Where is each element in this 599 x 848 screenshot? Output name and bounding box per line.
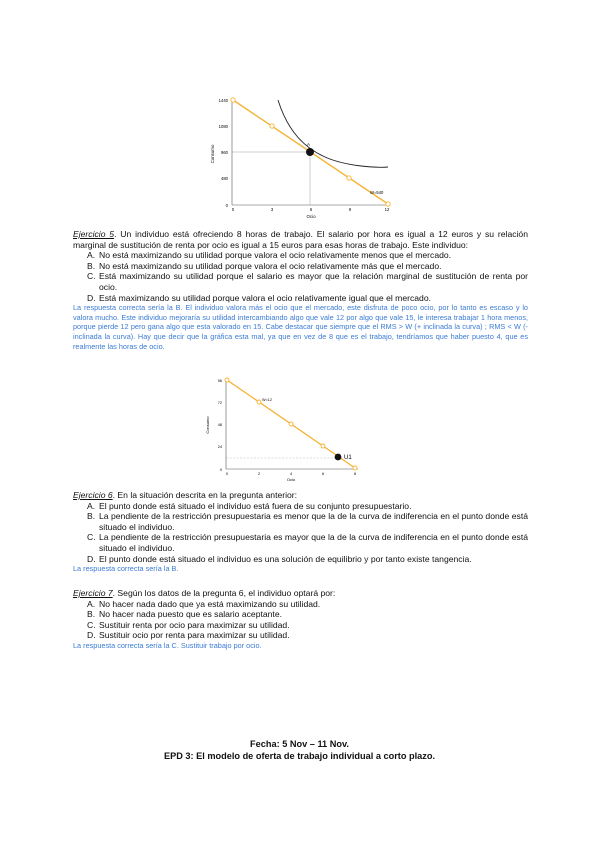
fig2-budget-point [257,400,261,404]
fig2-xtick: 6 [321,472,325,476]
exercise-5-answer: La respuesta correcta sería la B. El individuo valora más el ocio que el mercado, este disfruta de poco ocio, por lo tanto es escaso y lo valora mucho. Este individuo mejoraría su utilidad intercambiando algo que vale 12 por algo que vale 15, le interesa trabajar 1 hora menos, porque pierde 12 pero gana algo que esta valorado en 15. Cabe destacar que siempre que el RMS > W (+ inclinada la curva) ; RMS < W (- inclinada la curva). Hay que decir que la gráfica esta mal, ya que en vez de 8 que es el trabajo, tendríamos que haber puesto 4, que es realmente las horas de ocio. [73,303,528,351]
fig1-ytick: 0 [225,203,228,208]
exercise-6-title: Ejercicio 6 [73,490,113,500]
figure-2-chart [198,375,368,485]
exercise-5-option-c: C. Está maximizando su utilidad porque el salario es mayor que la relación marginal de sustitución de renta por ocio. [87,271,528,292]
fig1-xtick: 6 [309,207,313,212]
exercise-7-title: Ejercicio 7 [73,588,113,598]
fig1-budget-point [347,176,351,180]
exercise-7-text: . Según los datos de la pregunta 6, el individuo optará por: [112,588,336,598]
fig2-xtick: 4 [289,472,293,476]
fig1-ytick: 480 [221,176,228,181]
exercise-5-title: Ejercicio 5 [73,229,115,239]
exercise-7 [73,588,528,651]
exercise-6-option-a: A. El punto donde está situado el individuo está fuera de su conjunto presupuestario. [87,500,412,511]
fig1-xtick: 12 [384,207,390,212]
fig2-xtick: 0 [225,472,229,476]
exercise-6-text: . En la situación descrita en la pregunta anterior: [112,490,298,500]
exercise-7-stem [73,588,528,599]
fig1-point-label: A [307,142,310,147]
fig1-budget-point [386,202,390,206]
footer-title: EPD 3: El modelo de oferta de trabajo individual a corto plazo. [163,751,436,761]
fig2-point [335,454,342,461]
exercise-7-option-c: C. Sustituir renta por ocio para maximizar su utilidad. [87,619,290,630]
exercise-5-option-d: D. Está maximizando su utilidad porque valora el ocio relativamente igual que el mercado. [87,292,431,303]
exercise-5-stem [73,229,528,250]
fig2-line-label: W=12 [262,398,273,402]
fig2-xtick: 2 [257,472,261,476]
footer-date: Fecha: 5 Nov – 11 Nov. [250,739,349,749]
fig1-point-a [306,148,314,156]
fig1-budget-point [231,98,235,102]
exercise-5-option-a: A. No está maximizando su utilidad porque valora el ocio relativamente menos que el mercado. [87,250,452,261]
exercise-7-answer: La respuesta correcta sería la C. Sustituir trabajo por ocio. [73,640,262,650]
fig1-line-label: W=540 [370,190,384,195]
fig2-ytick: 0 [219,468,222,472]
exercise-5-option-b: B. No está maximizando su utilidad porque valora el ocio relativamente más que el mercado. [87,260,442,271]
fig2-budget-point [289,422,293,426]
fig1-xtick: 0 [231,207,235,212]
exercise-6-option-c: C. La pendiente de la restricción presupuestaria es mayor que la de la curva de indiferencia en el punto donde está situado el individuo. [87,532,528,553]
fig2-budget-point [321,444,325,448]
fig2-xlabel: Ocio [286,477,296,482]
exercise-6-answer: La respuesta correcta sería la B. [73,564,179,574]
exercise-7-option-b: B. No hacer nada puesto que es salario aceptante. [87,609,282,620]
exercise-5 [73,229,528,351]
exercise-6-stem [73,490,528,501]
fig2-ytick: 24 [217,445,222,449]
fig2-budget-point [225,378,229,382]
fig2-ytick: 72 [217,401,222,405]
exercise-7-option-d: D. Sustituir ocio por renta para maximizar su utilidad. [87,630,290,641]
exercise-6-option-d: D. El punto donde está situado el individuo es una solución de equilibrio y por tanto existe tangencia. [87,553,472,564]
figure-1-chart [200,92,400,220]
fig2-curve-label: U1 [344,455,352,461]
fig1-ytick: 960 [221,150,228,155]
fig2-ylabel: Consumo [205,416,210,434]
exercise-7-option-a: A. No hacer nada dado que ya está maximizando su utilidad. [87,598,321,609]
fig1-budget-point [270,124,274,128]
fig1-ylabel: Consumo [210,144,215,164]
fig1-xlabel: Ocio [306,214,316,219]
fig2-budget-point [353,466,357,470]
fig1-xtick: 3 [270,207,274,212]
exercise-5-text: . Un individuo está ofreciendo 8 horas de trabajo. El salario por hora es igual a 12 euros y su relación marginal de sustitución de renta por ocio es igual a 15 euros para esas horas de trabajo. Este individuo: [73,229,528,250]
exercise-6 [73,490,528,574]
fig2-xtick: 8 [353,472,357,476]
fig2-ytick: 96 [217,379,222,383]
fig1-xtick: 9 [348,207,352,212]
fig1-indifference-curve [278,100,388,167]
exercise-6-option-b: B. La pendiente de la restricción presupuestaria es menor que la de la curva de indiferencia en el punto donde está situado el individuo. [87,511,528,532]
fig2-ytick: 48 [217,423,222,427]
fig1-ytick: 1440 [218,98,228,103]
fig1-ytick: 1080 [218,124,228,129]
